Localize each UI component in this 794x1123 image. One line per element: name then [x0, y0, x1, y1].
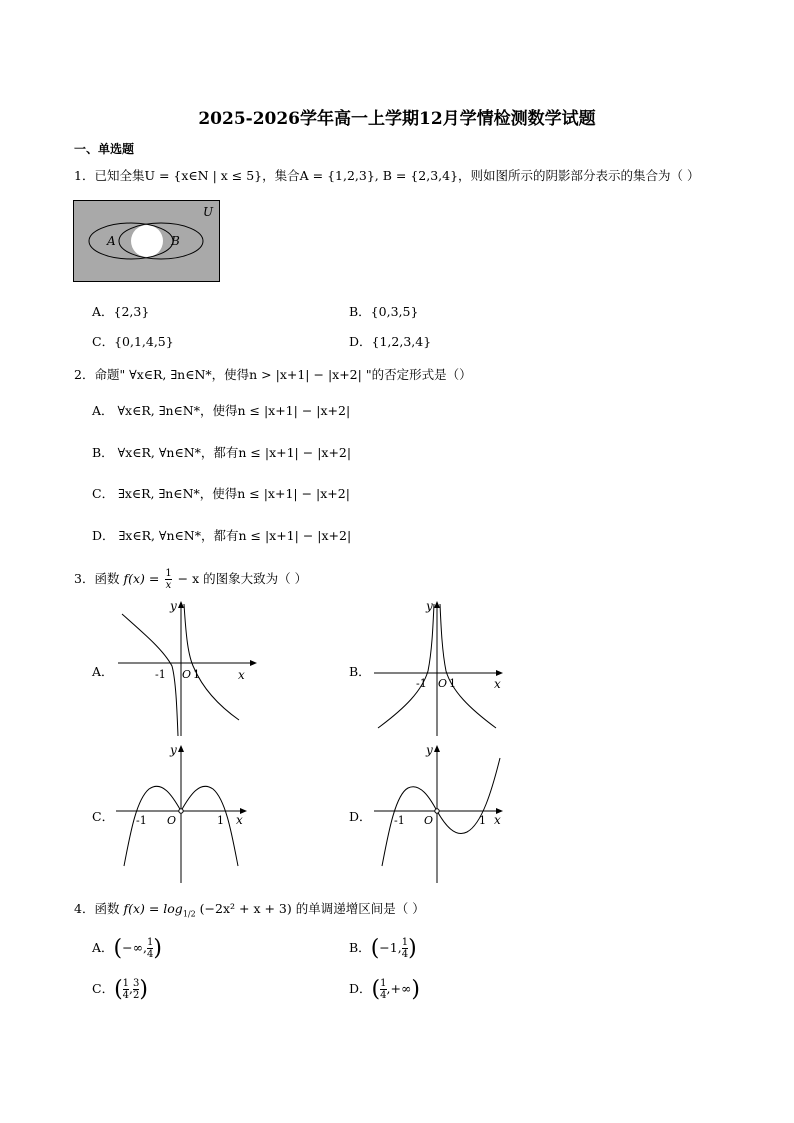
graph-d: [370, 740, 510, 885]
graph-c-tick-1: 1: [217, 814, 224, 827]
q2-option-a: A． ∀x∈R, ∃n∈N*，使得n ≤ |x+1| − |x+2|: [92, 403, 351, 418]
q3-function: f(x) =: [123, 571, 160, 586]
page-title: 2025-2026学年高一上学期12月学情检测数学试题: [198, 109, 596, 129]
question-4-text: [74, 899, 425, 919]
q4-prefix: 4．函数: [74, 901, 120, 916]
q1-option-a: A．{2,3}: [92, 304, 150, 319]
q1-option-b: B．{0,3,5}: [349, 304, 419, 319]
q4-option-d-label: D．: [349, 981, 372, 996]
q4-option-c-num2: 3: [133, 978, 140, 989]
venn-diagram: [73, 200, 221, 283]
q4-option-c-den: 4: [122, 990, 130, 1001]
q4-option-b-label: B．: [349, 940, 371, 955]
q4-option-a-num: 1: [147, 937, 154, 948]
q2-option-b: B． ∀x∈R, ∀n∈N*，都有n ≤ |x+1| − |x+2|: [92, 445, 352, 460]
q3-numerator: 1: [165, 568, 172, 579]
q3-fraction: [165, 568, 171, 591]
q4-option-b: B．(−1, $\frac{1}{4}$ ): [349, 936, 417, 961]
graph-d-origin: O: [424, 814, 434, 827]
q1-option-d: D．{1,2,3,4}: [349, 334, 432, 349]
graph-d-tick-neg1: -1: [394, 814, 405, 827]
question-2-text: 2．命题" ∀x∈R, ∃n∈N*，使得n > |x+1| − |x+2| "的否定形式是（）: [74, 367, 472, 382]
graph-c-label: C．: [92, 809, 115, 824]
section-heading: 一、单选题: [74, 142, 135, 156]
q4-option-c-label: C．: [92, 981, 115, 996]
graph-b-label: B．: [349, 664, 371, 679]
graph-b: [370, 596, 510, 738]
graph-c-tick-neg1: -1: [136, 814, 147, 827]
q4-option-b-den: 4: [401, 949, 409, 960]
venn-label-b: B: [171, 234, 180, 248]
question-3-text: [74, 568, 307, 591]
q4-option-a-den: 4: [147, 949, 154, 960]
graph-d-x-label: x: [494, 813, 501, 827]
q4-suffix: 的单调递增区间是（ ）: [295, 901, 425, 916]
question-1-text: 1．已知全集U = {x∈N | x ≤ 5}，集合A = {1,2,3}, B = {2,3,4}，则如图所示的阴影部分表示的集合为（ ）: [74, 168, 700, 183]
graph-d-y-label: y: [426, 743, 433, 757]
graph-a-tick-1: 1: [193, 668, 200, 681]
venn-label-u: U: [203, 205, 214, 219]
q4-option-a-label: A．: [92, 940, 114, 955]
q4-option-c-den2: 2: [133, 990, 140, 1001]
graph-d-tick-1: 1: [479, 814, 486, 827]
graph-c-origin: O: [167, 814, 177, 827]
venn-label-a: A: [107, 234, 116, 248]
graph-c-x-label: x: [236, 813, 243, 827]
q3-prefix: 3．函数: [74, 571, 120, 586]
q4-option-b-left: −1,: [379, 940, 402, 955]
graph-a-label: A．: [92, 664, 114, 679]
graph-b-origin: O: [438, 677, 448, 690]
q2-option-d: D． ∃x∈R, ∀n∈N*，都有n ≤ |x+1| − |x+2|: [92, 528, 352, 543]
graph-a-origin: O: [182, 668, 192, 681]
q1-option-c: C．{0,1,4,5}: [92, 334, 174, 349]
q4-expression: f(x) = log: [123, 901, 183, 916]
graph-b-y-label: y: [426, 599, 433, 613]
q4-log-base: 1/2: [182, 909, 196, 919]
graph-c-y-label: y: [170, 743, 177, 757]
graph-a-tick-neg1: -1: [155, 668, 166, 681]
q4-option-d-den: 4: [380, 990, 387, 1001]
q4-option-b-num: 1: [401, 937, 409, 948]
q4-argument: (−2x² + x + 3): [199, 901, 292, 916]
q4-option-c: C．( $\frac{1}{4}$ , $\frac{3}{2}$ ): [92, 977, 148, 1002]
q3-suffix: − x 的图象大致为（ ）: [177, 571, 308, 586]
q4-option-d-num: 1: [380, 978, 387, 989]
q4-option-a-left: −∞,: [122, 940, 147, 955]
graph-a: [112, 596, 257, 738]
graph-c: [112, 740, 252, 885]
graph-d-label: D．: [349, 809, 372, 824]
q4-option-c-num: 1: [122, 978, 130, 989]
graph-b-x-label: x: [494, 677, 501, 691]
graph-a-y-label: y: [170, 599, 177, 613]
graph-a-x-label: x: [238, 668, 245, 682]
q4-option-d-right: ,+∞: [386, 981, 412, 996]
q4-option-a: A．(−∞, $\frac{1}{4}$ ): [92, 936, 162, 961]
q2-option-c: C． ∃x∈R, ∃n∈N*，使得n ≤ |x+1| − |x+2|: [92, 486, 350, 501]
q4-option-d: D．( $\frac{1}{4}$ ,+∞): [349, 977, 420, 1002]
graph-b-tick-1: 1: [449, 677, 456, 690]
graph-b-tick-neg1: -1: [416, 677, 427, 690]
q3-denominator: x: [165, 580, 172, 591]
